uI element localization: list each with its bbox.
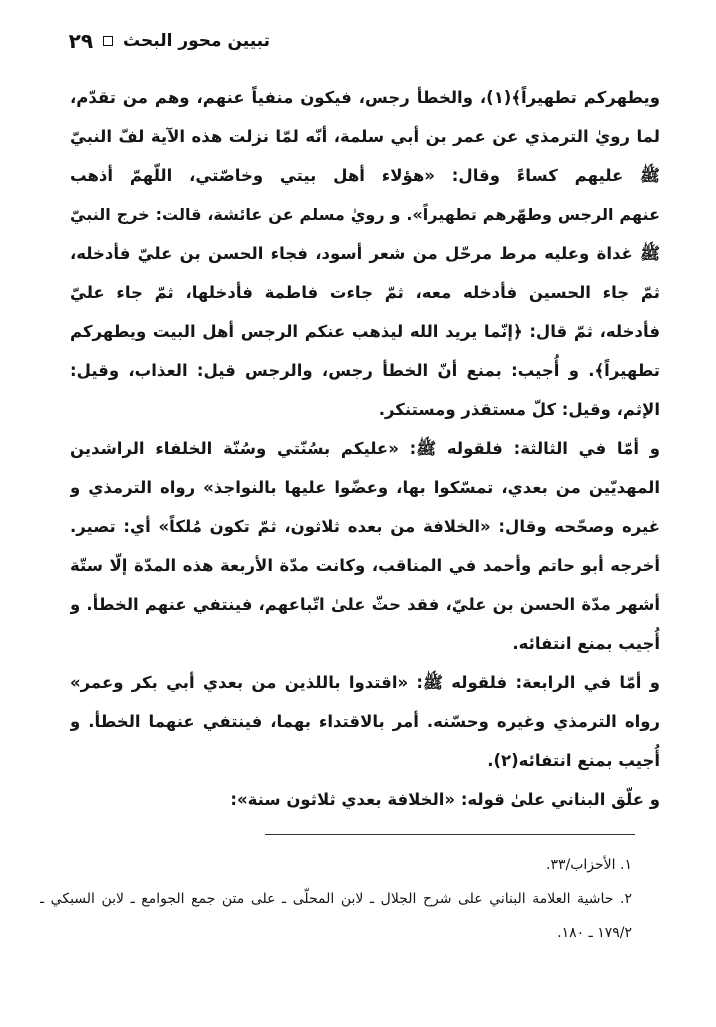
page-number: ٢٩ [68, 29, 94, 53]
text-line: رواه الترمذي وغيره وحسّنه. أمر بالاقتداء بهما، فينتفي عنهما الخطأ. و [70, 712, 660, 731]
footnote: ١. الأحزاب/٣٣. [546, 857, 632, 873]
text-line: أشهر مدّة الحسن بن عليّ، فقد حثّ علىٰ اتّباعهم، فينتفي عنهم الخطأ. و [70, 595, 660, 614]
text-line: و علّق البناني علىٰ قوله: «الخلافة بعدي ثلاثون سنة»: [230, 790, 660, 809]
footnote-divider [265, 834, 635, 835]
footnotes [40, 848, 632, 950]
text-line: الإثم، وقيل: كلّ مستقذر ومستنكر. [378, 400, 660, 419]
body-text [70, 78, 660, 819]
text-line: و أمّا في الرابعة: فلقوله ﷺ: «اقتدوا باللذين من بعدي أبي بكر وعمر» [70, 673, 660, 692]
text-line: أُجيب بمنع انتفائه(٢). [487, 751, 660, 770]
text-line: ويطهركم تطهيراً﴾(١)، والخطأ رجس، فيكون منفياً عنهم، وهم من تقدّم، [70, 88, 660, 107]
header-title: تبيين محور البحث [123, 31, 270, 51]
text-line: و أمّا في الثالثة: فلقوله ﷺ: «عليكم بسُنّتي وسُنّة الخلفاء الراشدين [70, 439, 660, 458]
text-line: ثمّ جاء الحسين فأدخله معه، ثمّ جاءت فاطمة فأدخلها، ثمّ جاء عليّ [70, 283, 660, 302]
header-square-icon [103, 36, 113, 46]
text-line: ﷺ غداة وعليه مرط مرحّل من شعر أسود، فجاء الحسن بن عليّ فأدخله، [70, 244, 660, 263]
footnote: ٢. حاشية العلامة البناني على شرح الجلال ـ لابن المحلّى ـ على متن جمع الجوامع ـ لابن السبكي ـ [40, 891, 632, 907]
text-line: أخرجه أبو حاتم وأحمد في المناقب، وكانت مدّة الأربعة هذه المدّة إلّا ستّة [70, 556, 660, 575]
text-line: لما رويٰ الترمذي عن عمر بن أبي سلمة، أنّه لمّا نزلت هذه الآية لفّ النبيّ [70, 127, 660, 146]
footnote: ١٧٩/٢ ـ ١٨٠. [557, 925, 632, 941]
text-line: ﷺ عليهم كساءً وقال: «هؤلاء أهل بيتي وخاصّتي، اللّهمّ أذهب [70, 166, 660, 185]
text-line: أُجيب بمنع انتفائه. [512, 634, 660, 653]
text-line: غيره وصحّحه وقال: «الخلافة من بعده ثلاثون، ثمّ تكون مُلكاً» أي: تصير. [70, 517, 660, 536]
text-line: فأدخله، ثمّ قال: ﴿إنّما يريد الله ليذهب عنكم الرجس أهل البيت ويطهركم [70, 322, 660, 341]
running-header [40, 26, 270, 56]
text-line: عنهم الرجس وطهّرهم تطهيراً». و رويٰ مسلم عن عائشة، قالت: خرج النبيّ [70, 205, 660, 224]
text-line: تطهيراً﴾. و أُجيب: بمنع أنّ الخطأ رجس، والرجس قيل: العذاب، وقيل: [70, 361, 660, 380]
text-line: المهديّين من بعدي، تمسّكوا بها، وعضّوا عليها بالنواجذ» رواه الترمذي و [70, 478, 660, 497]
